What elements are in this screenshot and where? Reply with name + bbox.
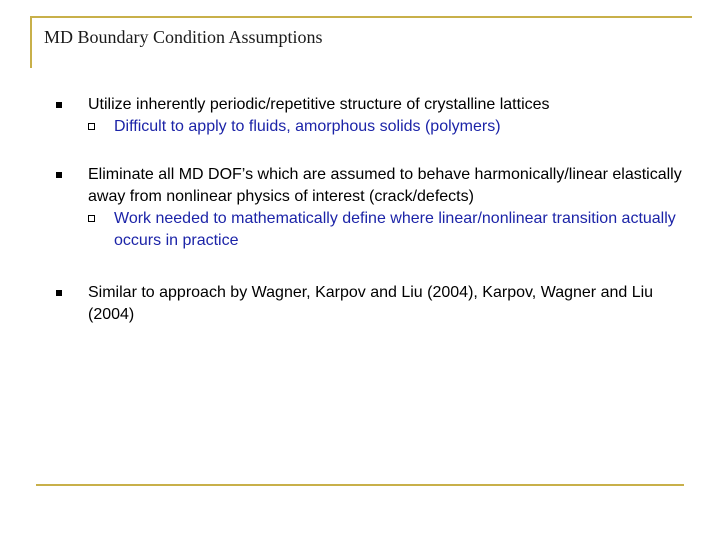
bullet-3 [56,282,686,326]
frame-left-rule [30,16,32,68]
bullet-2 [56,164,686,252]
hollow-square-bullet-icon [88,123,95,130]
frame-top-rule [30,16,692,18]
slide-body [56,94,686,352]
hollow-square-bullet-icon [88,215,95,222]
sub-bullet-1 [88,116,686,138]
frame-bottom-rule [36,484,684,486]
sub-bullet-2-text: Work needed to mathematically define where linear/nonlinear transition actually occurs in practice [114,210,676,249]
bullet-1-text: Utilize inherently periodic/repetitive structure of crystalline lattices [88,96,550,113]
sub-bullet-1-text: Difficult to apply to fluids, amorphous solids (polymers) [114,118,501,135]
bullet-1 [56,94,686,138]
square-bullet-icon [56,172,62,178]
square-bullet-icon [56,102,62,108]
sub-bullet-2 [88,208,686,252]
slide-title: MD Boundary Condition Assumptions [44,27,323,47]
square-bullet-icon [56,290,62,296]
bullet-3-text: Similar to approach by Wagner, Karpov and Liu (2004), Karpov, Wagner and Liu (2004) [88,284,654,323]
bullet-2-text: Eliminate all MD DOF’s which are assumed to behave harmonically/linear elastically away from nonlinear physics of interest (crack/defects) [88,166,682,205]
